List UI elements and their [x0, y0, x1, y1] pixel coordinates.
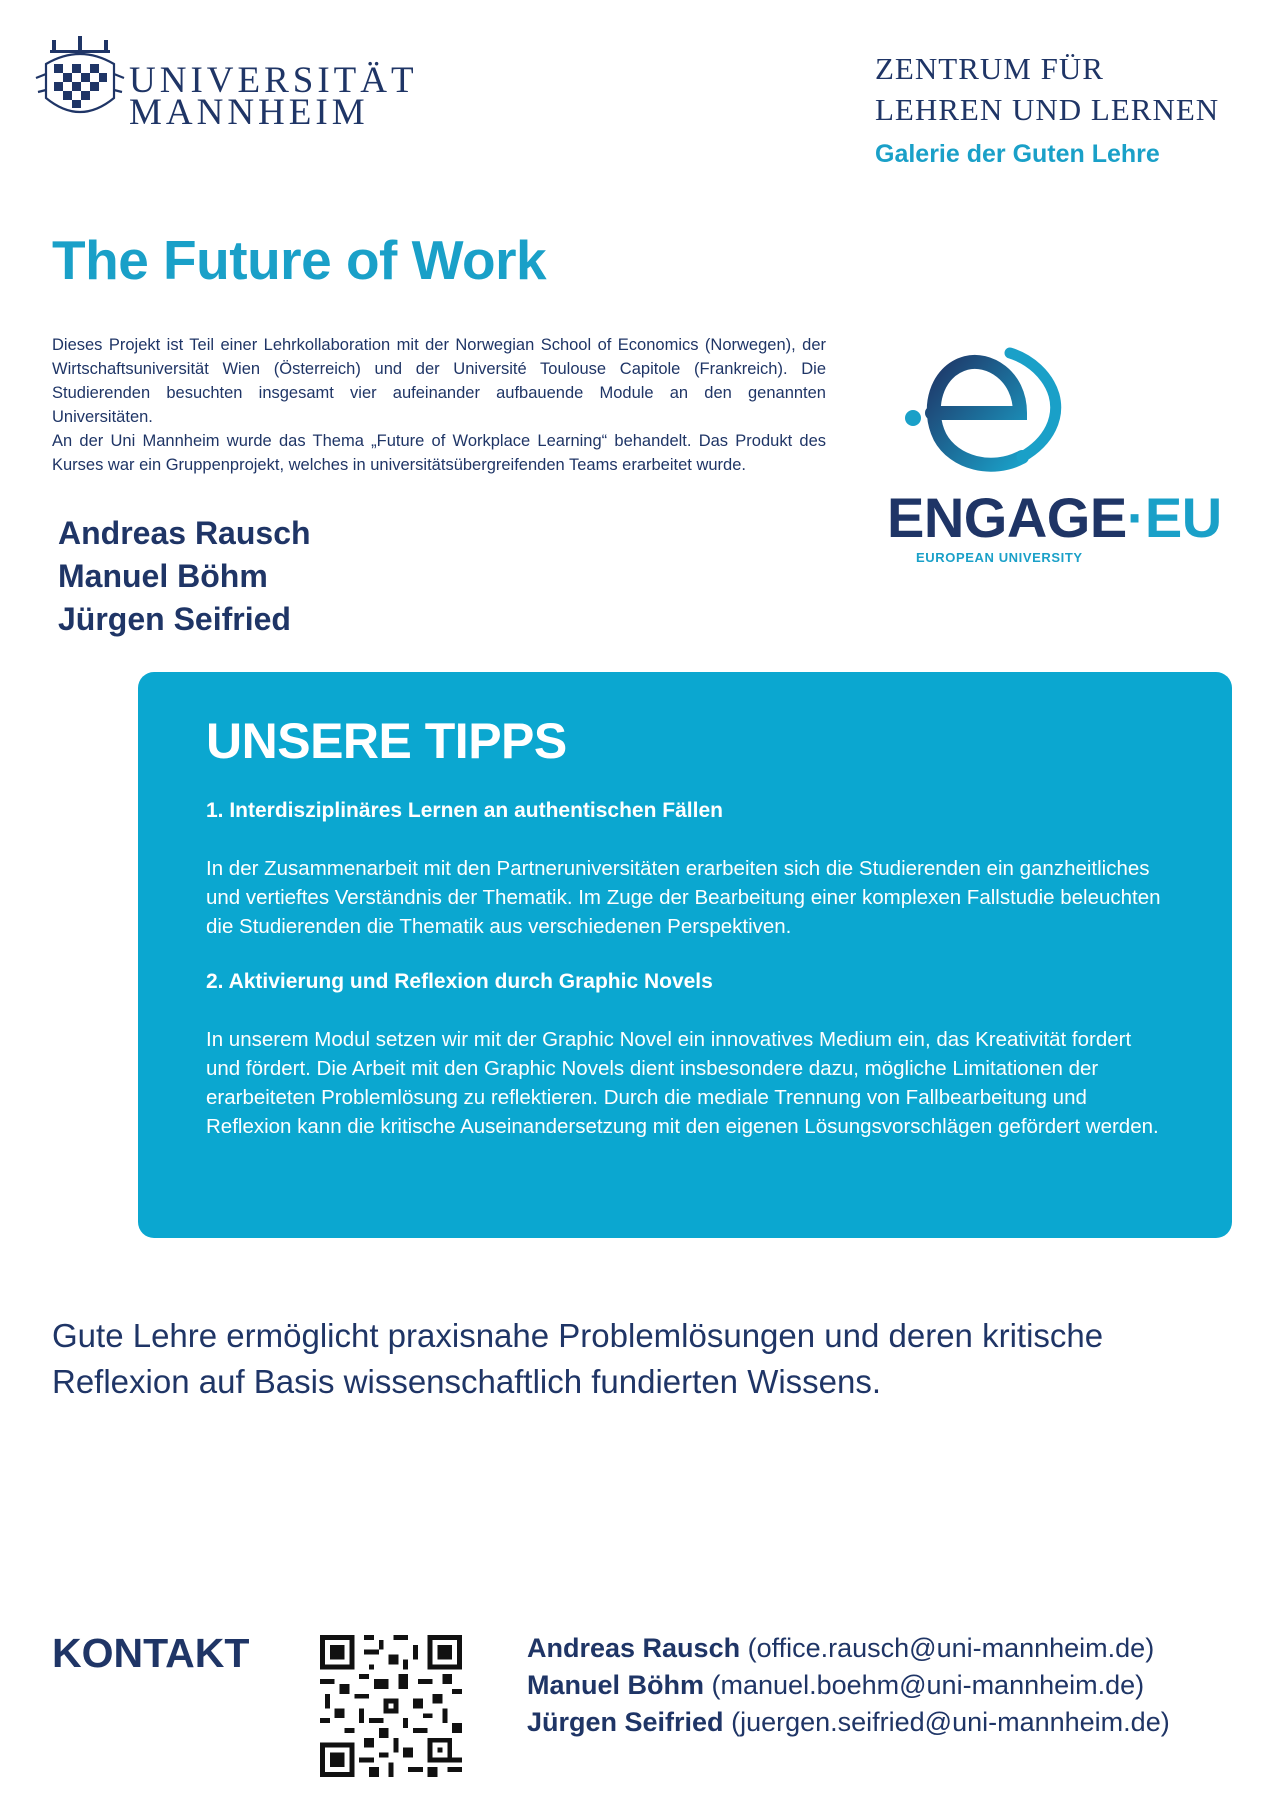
- page-title: The Future of Work: [52, 229, 547, 291]
- university-name-line1: UNIVERSITÄT: [129, 60, 418, 101]
- center-name-line2: LEHREN UND LERNEN: [875, 92, 1220, 127]
- intro-paragraph-2: An der Uni Mannheim wurde das Thema „Future of Workplace Learning“ behandelt. Das Produkt des Kurses war ein Gruppenprojekt, welches in universitätsübergreifenden Teams erarbeitet wurde.: [52, 432, 826, 474]
- tip-text: [206, 1025, 1166, 1141]
- university-logo: [32, 34, 418, 134]
- author-name: Jürgen Seifried: [58, 601, 291, 637]
- contact-heading: KONTAKT: [52, 1630, 250, 1676]
- tip-text: [206, 854, 1166, 941]
- engage-eu-suffix: EU: [1144, 486, 1222, 549]
- tip-paragraph: In der Zusammenarbeit mit den Partneruniversitäten erarbeiten sich die Studierenden ein ganzheitliches und vertieftes Verständnis der Thematik. Im Zuge der Bearbeitung einer komplexen Fallstudie beleuchten die Studierenden die Thematik aus verschiedenen Perspektiven.: [206, 857, 1161, 938]
- engage-dot: ·: [1126, 486, 1145, 549]
- author-list: [58, 512, 311, 641]
- engage-word: ENGAGE: [887, 486, 1127, 549]
- author-name: Andreas Rausch: [58, 515, 311, 551]
- tips-heading: UNSERE TIPPS: [206, 713, 567, 769]
- contact-email[interactable]: (juergen.seifried@uni-mannheim.de): [731, 1707, 1170, 1737]
- intro-paragraph-1: Dieses Projekt ist Teil einer Lehrkollaboration mit der Norwegian School of Economics (Norwegen), der Wirtschaftsuniversität Wien (Österreich) und der Université Toulouse Capitole (Frankreich). Die Studierenden besuchten insgesamt vier aufeinander aufbauende Module an den genannten Universitäten.: [52, 336, 826, 426]
- engage-eu-logo: [880, 345, 1220, 570]
- contact-entry: [527, 1667, 1170, 1704]
- tip-title: 2. Aktivierung und Reflexion durch Graphic Novels: [206, 970, 713, 993]
- engage-subtitle: EUROPEAN UNIVERSITY: [916, 550, 1083, 565]
- contact-entry: [527, 1630, 1170, 1667]
- contact-name: Andreas Rausch: [527, 1633, 741, 1663]
- university-seal-icon: [32, 34, 128, 134]
- closing-statement: Gute Lehre ermöglicht praxisnahe Problemlösungen und deren kritische Reflexion auf Basis wissenschaftlich fundierten Wissens.: [52, 1317, 1104, 1400]
- contact-name: Manuel Böhm: [527, 1670, 705, 1700]
- contact-name: Jürgen Seifried: [527, 1707, 724, 1737]
- engage-wordmark: [887, 485, 1222, 550]
- contact-entry: [527, 1704, 1170, 1741]
- contact-email[interactable]: (manuel.boehm@uni-mannheim.de): [711, 1670, 1145, 1700]
- center-name: [875, 48, 1219, 130]
- contact-list: [527, 1630, 1170, 1741]
- contact-email[interactable]: (office.rausch@uni-mannheim.de): [747, 1633, 1155, 1663]
- tips-box: [138, 672, 1232, 1238]
- university-name-line2: MANNHEIM: [129, 92, 369, 133]
- tip-paragraph: In unserem Modul setzen wir mit der Graphic Novel ein innovatives Medium ein, das Kreativität fordert und fördert. Die Arbeit mit den Graphic Novels dient insbesondere dazu, mögliche Limitationen der erarbeiteten Problemlösung zu reflektieren. Durch die mediale Trennung von Fallbearbeitung und Reflexion kann die kritische Auseinandersetzung mit den eigenen Lösungsvorschlägen gefördert werden.: [206, 1028, 1159, 1138]
- engage-e-mark-icon: [880, 345, 1220, 485]
- intro-text: [52, 333, 826, 477]
- qr-code-icon[interactable]: [320, 1635, 462, 1777]
- author-name: Manuel Böhm: [58, 558, 268, 594]
- gallery-subtitle: Galerie der Guten Lehre: [875, 140, 1160, 168]
- center-name-line1: ZENTRUM FÜR: [875, 51, 1104, 86]
- tip-title: 1. Interdisziplinäres Lernen an authentischen Fällen: [206, 799, 723, 822]
